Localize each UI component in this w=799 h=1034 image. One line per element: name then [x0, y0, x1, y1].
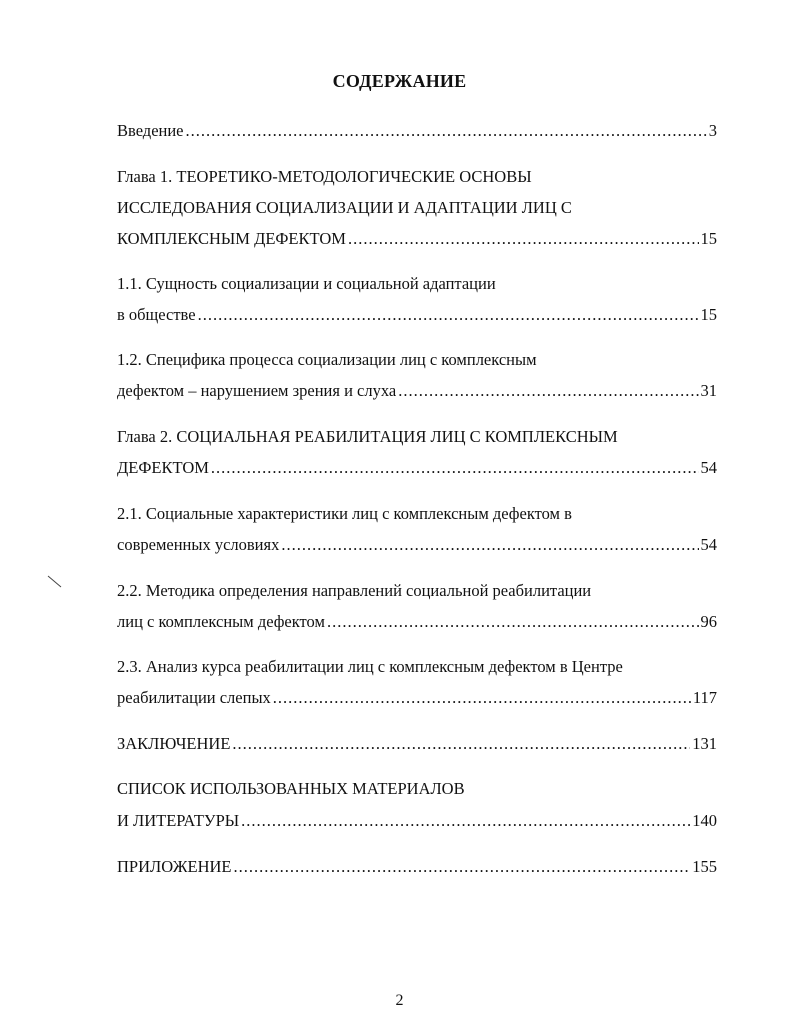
toc-entry-conclusion[interactable]: [117, 732, 717, 756]
toc-entry-section-1-1-line-1[interactable]: [117, 272, 717, 296]
leader-dots: [211, 456, 699, 480]
toc-entry-section-2-3-line-2[interactable]: [117, 686, 717, 710]
page-number: 2: [395, 992, 404, 1009]
leader-dots: [241, 809, 690, 833]
toc-page-number: 96: [700, 612, 717, 631]
toc-entry-label: дефектом – нарушением зрения и слуха: [117, 381, 397, 400]
toc-entry-chapter-1-line-3[interactable]: [117, 227, 717, 251]
toc-page-number: 31: [700, 381, 717, 400]
leader-dots: [281, 533, 698, 557]
toc-entry-label: ДЕФЕКТОМ: [117, 458, 209, 477]
toc-entry-label: 2.1. Социальные характеристики лиц с комплексным дефектом в: [117, 504, 572, 523]
toc-entry-section-1-1-line-2[interactable]: [117, 303, 717, 327]
toc-entry-chapter-2-line-1[interactable]: [117, 425, 717, 449]
toc-entry-label: КОМПЛЕКСНЫМ ДЕФЕКТОМ: [117, 229, 346, 248]
toc-entry-label: Глава 2. СОЦИАЛЬНАЯ РЕАБИЛИТАЦИЯ ЛИЦ С КОМПЛЕКСНЫМ: [117, 427, 618, 446]
toc-entry-references-line-2[interactable]: [117, 809, 717, 833]
toc-page-number: 15: [700, 229, 717, 248]
toc-entry-label: Глава 1. ТЕОРЕТИКО-МЕТОДОЛОГИЧЕСКИЕ ОСНОВЫ: [117, 167, 532, 186]
toc-page-number: 131: [692, 734, 717, 753]
toc-entry-label: ПРИЛОЖЕНИЕ: [117, 857, 232, 876]
toc-entry-references-line-1[interactable]: [117, 777, 717, 801]
toc-entry-section-2-2-line-1[interactable]: [117, 579, 717, 603]
toc-entry-label: лиц с комплексным дефектом: [117, 612, 325, 631]
toc-entry-label: Введение: [117, 121, 184, 140]
toc-entry-introduction[interactable]: [117, 119, 717, 143]
toc-entry-chapter-1-line-1[interactable]: [117, 165, 717, 189]
toc-page-number: 117: [692, 688, 717, 707]
leader-dots: [232, 732, 690, 756]
toc-page-number: 54: [700, 458, 717, 477]
toc-entry-section-2-1-line-2[interactable]: [117, 533, 717, 557]
toc-entry-section-2-3-line-1[interactable]: [117, 655, 717, 679]
toc-entry-label: в обществе: [117, 305, 196, 324]
leader-dots: [398, 379, 698, 403]
toc-entry-label: реабилитации слепых: [117, 688, 271, 707]
leader-dots: [327, 610, 699, 634]
toc-entry-label: 1.1. Сущность социализации и социальной адаптации: [117, 274, 496, 293]
toc-entry-chapter-1-line-2[interactable]: [117, 196, 717, 220]
toc-entry-label: 2.2. Методика определения направлений социальной реабилитации: [117, 581, 592, 600]
toc-entry-appendix[interactable]: [117, 855, 717, 879]
toc-entry-chapter-2-line-2[interactable]: [117, 456, 717, 480]
leader-dots: [348, 227, 699, 251]
leader-dots: [233, 855, 690, 879]
leader-dots: [273, 686, 691, 710]
toc-entry-section-2-1-line-1[interactable]: [117, 502, 717, 526]
toc-entry-label: СПИСОК ИСПОЛЬЗОВАННЫХ МАТЕРИАЛОВ: [117, 779, 465, 798]
toc-entry-label: современных условиях: [117, 535, 280, 554]
toc-page-number: 15: [700, 305, 717, 324]
page-title: СОДЕРЖАНИЕ: [332, 71, 467, 91]
toc-entry-label: ЗАКЛЮЧЕНИЕ: [117, 734, 231, 753]
toc-page-number: 140: [692, 811, 717, 830]
toc-entry-label: 1.2. Специфика процесса социализации лиц с комплексным: [117, 350, 537, 369]
toc-entry-section-2-2-line-2[interactable]: [117, 610, 717, 634]
toc-entry-label: И ЛИТЕРАТУРЫ: [117, 811, 240, 830]
stray-scan-mark: [47, 575, 63, 589]
leader-dots: [198, 303, 699, 327]
toc-entry-section-1-2-line-2[interactable]: [117, 379, 717, 403]
toc-entry-label: ИССЛЕДОВАНИЯ СОЦИАЛИЗАЦИИ И АДАПТАЦИИ ЛИЦ С: [117, 198, 572, 217]
leader-dots: [186, 119, 707, 143]
toc-page-number: 3: [708, 121, 717, 140]
toc-entry-section-1-2-line-1[interactable]: [117, 348, 717, 372]
toc-page-number: 155: [692, 857, 717, 876]
toc-page-number: 54: [700, 535, 717, 554]
toc-entry-label: 2.3. Анализ курса реабилитации лиц с комплексным дефектом в Центре: [117, 657, 623, 676]
